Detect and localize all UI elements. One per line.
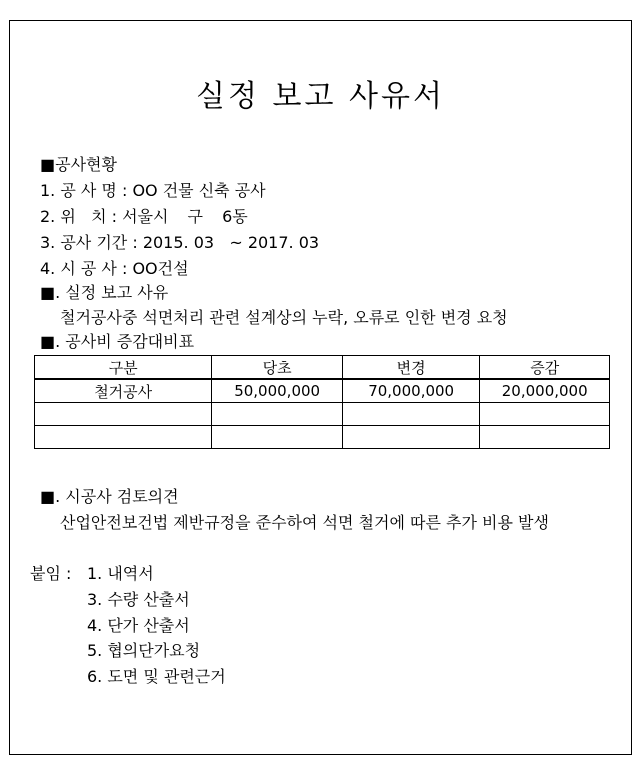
cost-comparison-table — [34, 355, 610, 449]
table-cell: 70,000,000 — [342, 379, 479, 403]
review-text: 산업안전보건법 제반규정을 준수하여 석면 철거에 따른 추가 비용 발생 — [60, 513, 549, 532]
location-prefix: 2. 위 치 : 서울시 — [40, 207, 169, 226]
header-difference: 증감 — [480, 356, 610, 380]
table-row — [35, 379, 610, 403]
project-period: 3. 공사 기간 : 2015. 03 ~ 2017. 03 — [40, 233, 320, 252]
cost-table-heading: ■. 공사비 증감대비표 — [40, 332, 195, 351]
reason-text: 철거공사중 석면처리 관련 설계상의 누락, 오류로 인한 변경 요청 — [60, 308, 508, 327]
redaction-mark — [208, 210, 222, 226]
project-name: 1. 공 사 명 : OO 건물 신축 공사 — [40, 181, 266, 200]
attachment-item: 5. 협의단가요청 — [87, 641, 201, 660]
header-category: 구분 — [35, 356, 212, 380]
attachment-item: 1. 내역서 — [87, 564, 154, 583]
attachment-item: 4. 단가 산출서 — [87, 616, 190, 635]
document-title: 실정 보고 사유서 — [196, 79, 445, 114]
review-heading: ■. 시공사 검토의견 — [40, 487, 179, 506]
table-cell — [342, 403, 479, 426]
table-cell: 20,000,000 — [480, 379, 610, 403]
attachments-label: 붙임 : — [30, 564, 72, 583]
location-mid: 구 — [187, 207, 204, 226]
header-original: 당초 — [212, 356, 343, 380]
attachment-item: 3. 수량 산출서 — [87, 590, 190, 609]
table-row — [35, 403, 610, 426]
overview-heading: ■공사현황 — [40, 155, 117, 174]
table-cell — [212, 426, 343, 449]
table-cell — [35, 403, 212, 426]
reason-heading: ■. 실정 보고 사유 — [40, 283, 169, 302]
table-cell — [480, 403, 610, 426]
attachment-item: 6. 도면 및 관련근거 — [87, 667, 226, 686]
table-cell — [342, 426, 479, 449]
table-row — [35, 426, 610, 449]
table-header-row — [35, 356, 610, 380]
table-cell — [212, 403, 343, 426]
table-cell — [35, 426, 212, 449]
redaction-mark — [174, 210, 188, 226]
location-suffix: 6동 — [222, 207, 248, 226]
table-cell: 50,000,000 — [212, 379, 343, 403]
project-location — [40, 204, 248, 227]
header-changed: 변경 — [342, 356, 479, 380]
table-cell: 철거공사 — [35, 379, 212, 403]
contractor: 4. 시 공 사 : OO건설 — [40, 259, 189, 278]
table-cell — [480, 426, 610, 449]
document-page — [9, 20, 632, 755]
